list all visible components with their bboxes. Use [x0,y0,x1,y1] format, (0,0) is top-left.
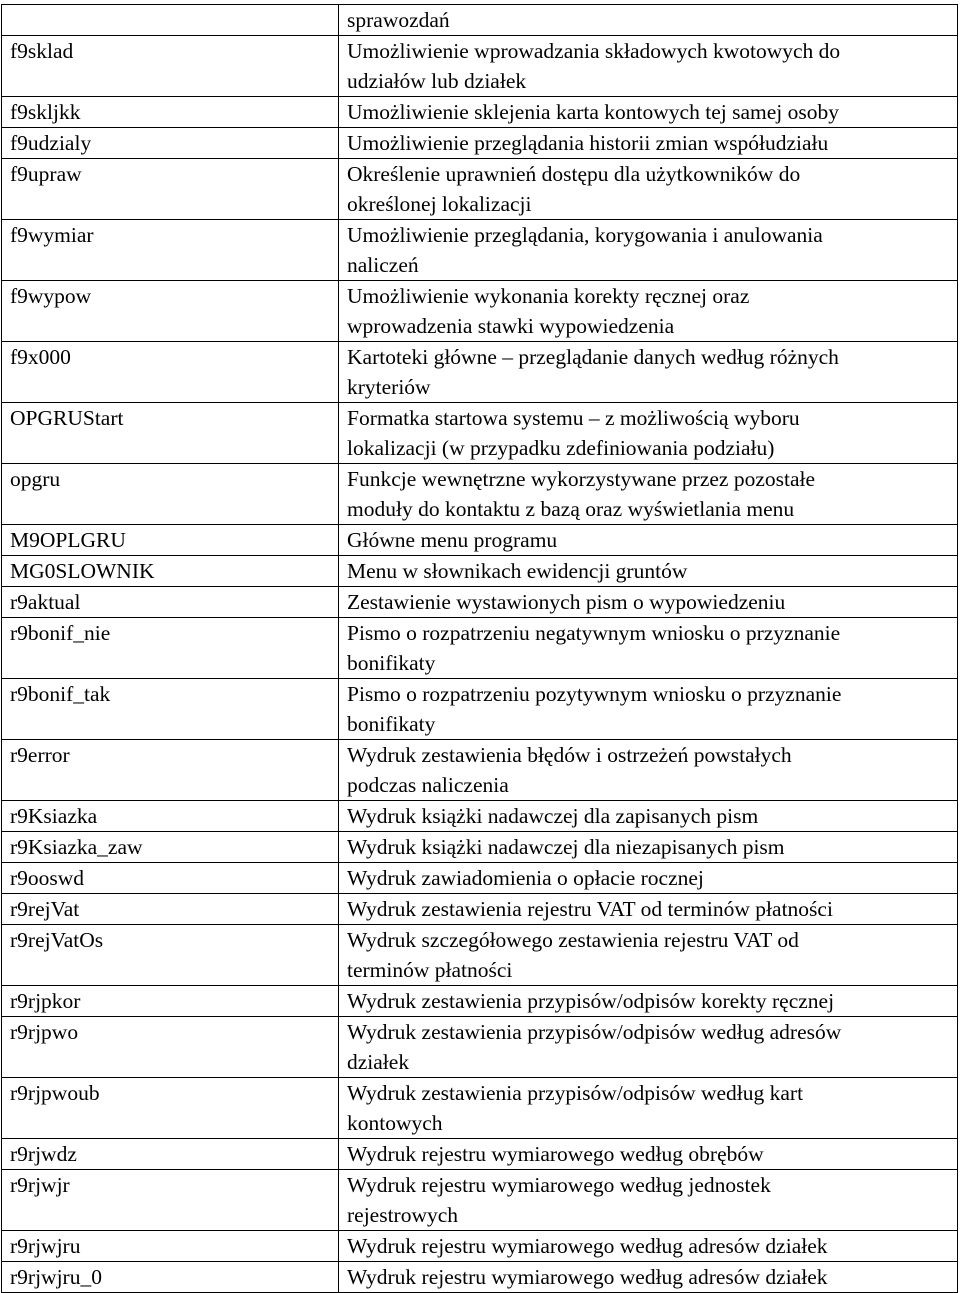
description-line: Umożliwienie przeglądania, korygowania i anulowania [347,223,823,247]
table-row [2,925,958,986]
module-description-cell [339,986,958,1017]
module-name-cell [2,5,339,36]
table-row [2,5,958,36]
module-description-cell [339,801,958,832]
table-row [2,1017,958,1078]
description-line: bonifikaty [347,651,436,675]
module-description-cell [339,894,958,925]
description-line: sprawozdań [347,8,450,32]
module-description-cell [339,342,958,403]
description-line: kryteriów [347,375,431,399]
table-row [2,832,958,863]
module-description-cell [339,1170,958,1231]
description-line: Zestawienie wystawionych pism o wypowiedzeniu [347,590,786,614]
description-line: działek [347,1050,410,1074]
module-description-cell [339,36,958,97]
module-description-cell [339,740,958,801]
module-description-cell [339,525,958,556]
table-row [2,587,958,618]
module-description-cell [339,1231,958,1262]
module-description-table [1,4,958,1293]
table-row [2,128,958,159]
module-name-cell: r9rejVat [2,894,339,925]
table-row [2,618,958,679]
description-line: Wydruk zawiadomienia o opłacie rocznej [347,866,704,890]
description-line: bonifikaty [347,712,436,736]
description-line: Kartoteki główne – przeglądanie danych według różnych [347,345,839,369]
table-row [2,159,958,220]
module-name-cell: opgru [2,464,339,525]
description-line: Pismo o rozpatrzeniu negatywnym wniosku o przyznanie [347,621,841,645]
table-row [2,281,958,342]
module-description-cell [339,863,958,894]
module-description-cell [339,1139,958,1170]
table-row [2,1262,958,1293]
module-name-cell: f9sklad [2,36,339,97]
description-line: naliczeń [347,253,419,277]
description-line: Wydruk książki nadawczej dla niezapisanych pism [347,835,785,859]
table-row [2,342,958,403]
module-name-cell: f9skljkk [2,97,339,128]
module-name-cell: r9error [2,740,339,801]
table-row [2,36,958,97]
description-line: określonej lokalizacji [347,192,532,216]
module-name-cell: f9udzialy [2,128,339,159]
description-line: Główne menu programu [347,528,558,552]
table-row [2,1139,958,1170]
description-line: Umożliwienie wykonania korekty ręcznej oraz [347,284,750,308]
module-description-cell [339,220,958,281]
description-line: Wydruk rejestru wymiarowego według obrębów [347,1142,764,1166]
module-name-cell: r9rjwjru_0 [2,1262,339,1293]
module-description-cell [339,464,958,525]
module-description-cell [339,1078,958,1139]
module-description-cell [339,403,958,464]
module-name-cell: r9Ksiazka [2,801,339,832]
module-description-cell [339,556,958,587]
module-name-cell: r9rjwdz [2,1139,339,1170]
table-row [2,220,958,281]
description-line: Umożliwienie sklejenia karta kontowych tej samej osoby [347,100,839,124]
description-line: Umożliwienie przeglądania historii zmian współudziału [347,131,829,155]
description-line: Wydruk zestawienia przypisów/odpisów według adresów [347,1020,842,1044]
description-line: Formatka startowa systemu – z możliwością wyboru [347,406,800,430]
module-description-cell [339,618,958,679]
module-name-cell: r9Ksiazka_zaw [2,832,339,863]
module-description-cell [339,1017,958,1078]
module-name-cell: M9OPLGRU [2,525,339,556]
description-line: terminów płatności [347,958,513,982]
module-description-cell [339,281,958,342]
description-line: moduły do kontaktu z bazą oraz wyświetlania menu [347,497,795,521]
module-name-cell: r9rjpkor [2,986,339,1017]
description-line: Menu w słownikach ewidencji gruntów [347,559,688,583]
description-line: Określenie uprawnień dostępu dla użytkowników do [347,162,801,186]
module-name-cell: f9wymiar [2,220,339,281]
module-description-cell [339,97,958,128]
module-name-cell: r9rjpwo [2,1017,339,1078]
table-row [2,740,958,801]
module-name-cell: r9rejVatOs [2,925,339,986]
table-row [2,1231,958,1262]
description-line: Wydruk rejestru wymiarowego według adresów działek [347,1234,828,1258]
module-name-cell: OPGRUStart [2,403,339,464]
description-line: udziałów lub działek [347,69,527,93]
module-name-cell: r9rjwjr [2,1170,339,1231]
module-name-cell: r9aktual [2,587,339,618]
table-row [2,1078,958,1139]
description-line: Funkcje wewnętrzne wykorzystywane przez pozostałe [347,467,816,491]
description-line: kontowych [347,1111,443,1135]
table-row [2,97,958,128]
description-line: wprowadzenia stawki wypowiedzenia [347,314,675,338]
table-row [2,403,958,464]
module-name-cell: MG0SLOWNIK [2,556,339,587]
module-description-cell [339,832,958,863]
module-name-cell: f9wypow [2,281,339,342]
module-name-cell: r9bonif_tak [2,679,339,740]
table-row [2,894,958,925]
table-row [2,464,958,525]
table-body [2,5,958,1293]
table-row [2,1170,958,1231]
table-row [2,525,958,556]
module-name-cell: f9x000 [2,342,339,403]
description-line: Wydruk zestawienia błędów i ostrzeżeń powstałych [347,743,792,767]
module-description-cell [339,587,958,618]
description-line: rejestrowych [347,1203,459,1227]
module-name-cell: r9rjpwoub [2,1078,339,1139]
module-name-cell: r9ooswd [2,863,339,894]
module-description-cell [339,925,958,986]
table-row [2,801,958,832]
description-line: Wydruk zestawienia przypisów/odpisów korekty ręcznej [347,989,835,1013]
module-description-cell [339,1262,958,1293]
module-description-cell [339,679,958,740]
description-line: Wydruk zestawienia przypisów/odpisów według kart [347,1081,804,1105]
description-line: Wydruk książki nadawczej dla zapisanych pism [347,804,759,828]
module-description-cell [339,159,958,220]
description-line: Wydruk zestawienia rejestru VAT od terminów płatności [347,897,833,921]
description-line: Wydruk szczegółowego zestawienia rejestru VAT od [347,928,799,952]
module-name-cell: r9bonif_nie [2,618,339,679]
description-line: Umożliwienie wprowadzania składowych kwotowych do [347,39,841,63]
description-line: Pismo o rozpatrzeniu pozytywnym wniosku o przyznanie [347,682,842,706]
module-name-cell: r9rjwjru [2,1231,339,1262]
module-name-cell: f9upraw [2,159,339,220]
description-line: lokalizacji (w przypadku zdefiniowania podziału) [347,436,775,460]
table-row [2,556,958,587]
description-line: podczas naliczenia [347,773,509,797]
table-row [2,986,958,1017]
table-row [2,679,958,740]
description-line: Wydruk rejestru wymiarowego według adresów działek [347,1265,828,1289]
module-description-cell [339,5,958,36]
module-description-cell [339,128,958,159]
description-line: Wydruk rejestru wymiarowego według jednostek [347,1173,771,1197]
table-row [2,863,958,894]
